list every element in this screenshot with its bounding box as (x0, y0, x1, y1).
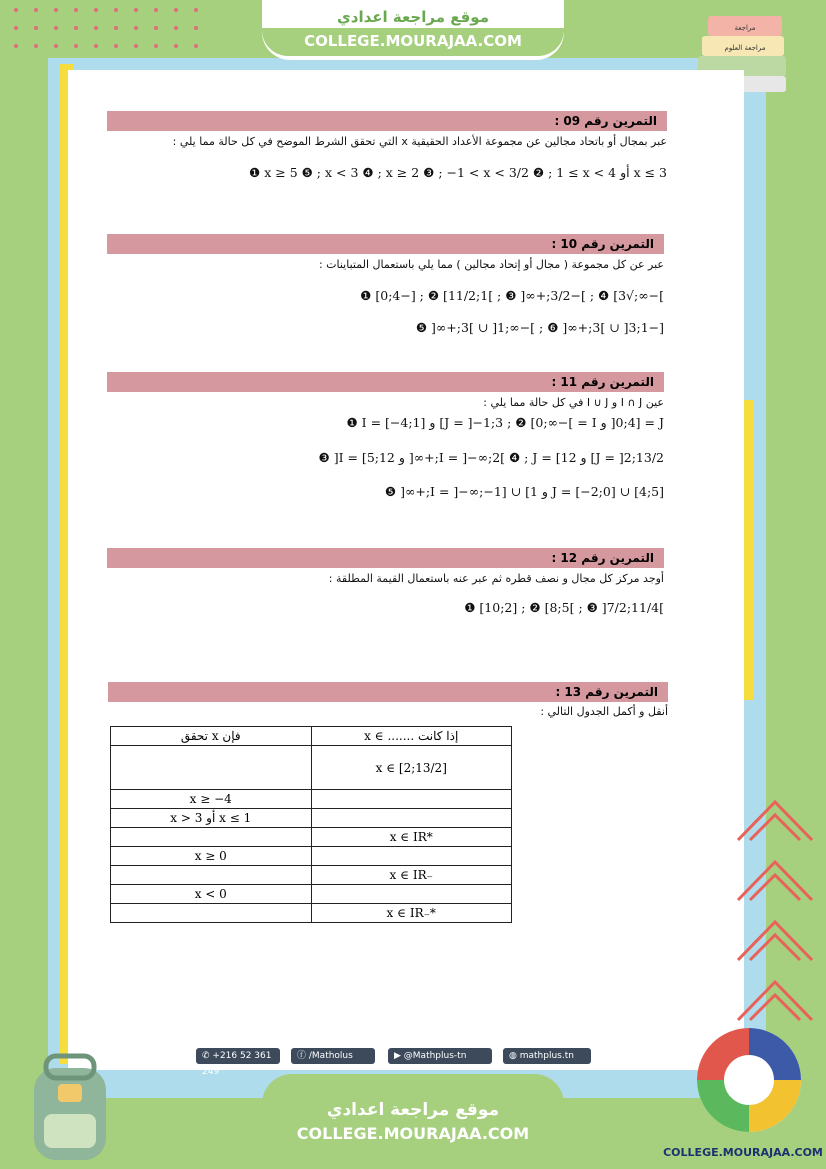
youtube-icon: ▶ (394, 1051, 404, 1061)
table-cell (111, 866, 312, 885)
exercise-09-instruction: عبر بمجال أو باتحاد مجالين عن مجموعة الأعداد الحقيقية x التي تحقق الشرط الموضح في كل حالة مما يلي : (172, 135, 667, 148)
table-cell: x ≤ 1 أو x > 3 (111, 809, 312, 828)
table-cell (311, 885, 512, 904)
table-cell: x ∈ [2;13/2] (311, 746, 512, 790)
exercise-10-row-2: [−1;3[ ∪ ]3;+∞[ ❻ ; ]−∞;1[ ∪ ]3;+∞[ ❺ (415, 320, 664, 335)
exercise-12-title: التمرين رقم 12 : (107, 548, 664, 568)
table-header-left: فإن x تحقق (111, 727, 312, 746)
backpack-illustration (14, 1048, 124, 1166)
table-cell (111, 746, 312, 790)
globe-icon: ◍ (509, 1051, 520, 1061)
exercise-10-row-1: ]−∞;√3] ❹ ; ]−3/2;+∞[ ❸ ; ]1;11/2] ❷ ; [−4;0] ❶ (360, 288, 664, 303)
exercise-12-instruction: أوجد مركز كل مجال و نصف قطره ثم عبر عنه باستعمال القيمة المطلقة : (328, 572, 664, 585)
exercise-11-title: التمرين رقم 11 : (107, 372, 664, 392)
table-cell (311, 847, 512, 866)
table-row (111, 847, 512, 866)
footer-title: موقع مراجعة اعدادي (326, 1100, 500, 1120)
exercise-13-instruction: أنقل و أكمل الجدول التالي : (540, 705, 668, 718)
header-url[interactable]: COLLEGE.MOURAJAA.COM (304, 32, 522, 50)
table-cell: x ∈ IR₋* (311, 904, 512, 923)
youtube-link[interactable]: ▶ @Mathplus-tn (388, 1048, 492, 1064)
exercise-12-row-1: ]11/4;7/2[ ❸ ; ]5;8] ❷ ; [2;10] ❶ (464, 600, 664, 615)
logo-url[interactable]: COLLEGE.MOURAJAA.COM (663, 1146, 823, 1159)
table-cell (311, 790, 512, 809)
header-banner (262, 0, 564, 60)
facebook-icon: ⓕ (297, 1051, 309, 1061)
exercise-10-instruction: عبر عن كل مجموعة ( مجال أو إتحاد مجالين ) مما يلي باستعمال المتباينات : (318, 258, 664, 271)
table-cell: x ≥ −4 (111, 790, 312, 809)
table-cell: x ∈ IR₋ (311, 866, 512, 885)
exercise-10-title: التمرين رقم 10 : (107, 234, 664, 254)
exercise-09-title: التمرين رقم 09 : (107, 111, 667, 131)
footer-banner (262, 1074, 564, 1169)
facebook-link[interactable]: ⓕ /Matholus (291, 1048, 375, 1064)
exercise-09-items: x ≤ 3 أو x ≥ 5 ❺ ; x < 3 ❹ ; x ≥ 2 ❸ ; −1 < x < 3/2 ❷ ; 1 ≤ x < 4 ❶ (249, 165, 667, 180)
chevron-decoration-icon (730, 790, 820, 1040)
table-cell: x < 0 (111, 885, 312, 904)
table-header-right: إذا كانت ....... ∋ x (311, 727, 512, 746)
table-row (111, 746, 512, 790)
phone-icon: ✆ (202, 1051, 213, 1061)
table-cell (111, 904, 312, 923)
phone-badge[interactable]: ✆ +216 52 361 249 (196, 1048, 280, 1064)
table-row (111, 866, 512, 885)
site-logo-icon (694, 1022, 804, 1140)
table-cell: x ∈ IR* (311, 828, 512, 847)
table-cell (311, 809, 512, 828)
exercise-11-instruction: عين I ∩ J و I ∪ J في كل حالة مما يلي : (483, 396, 664, 409)
header-title: موقع مراجعة اعدادي (337, 8, 489, 26)
exercise-11-row-3: J = [−2;0] ∪ [4;5] و I = ]−∞;−1] ∪ [1;+∞[ ❺ (384, 484, 664, 499)
footer-url[interactable]: COLLEGE.MOURAJAA.COM (296, 1124, 530, 1143)
table-cell (111, 828, 312, 847)
website-link[interactable]: ◍ mathplus.tn (503, 1048, 591, 1064)
table-row (111, 904, 512, 923)
table-row (111, 809, 512, 828)
exercise-11-row-2: J = ]2;13/2] و I = ]−∞;2[ ❹ ; J = [12;+∞[ و I = [5;12[ ❸ (318, 450, 664, 465)
exercise-11-row-1: J = [0;4[ و I = ]−∞;0] ❷ ; J = ]−1;3] و I = [−4;1] ❶ (346, 415, 664, 430)
book-label-1: مراجعة (734, 24, 756, 32)
table-header-row (111, 727, 512, 746)
exercise-13-table (110, 726, 512, 923)
book-label-2: مراجعة العلوم (724, 44, 766, 52)
table-row (111, 828, 512, 847)
table-row (111, 790, 512, 809)
table-cell: x ≥ 0 (111, 847, 312, 866)
table-row (111, 885, 512, 904)
exercise-13-title: التمرين رقم 13 : (108, 682, 668, 702)
